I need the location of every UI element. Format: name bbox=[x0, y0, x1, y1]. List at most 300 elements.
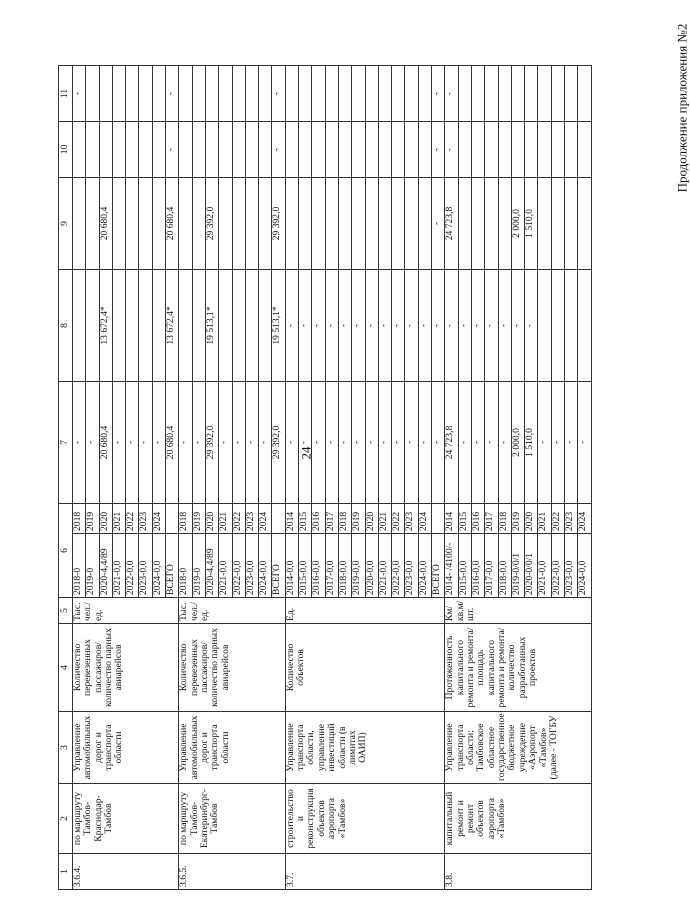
cell bbox=[152, 269, 165, 381]
cell: - bbox=[312, 381, 325, 503]
cell bbox=[312, 121, 325, 177]
cell: - bbox=[405, 381, 418, 503]
unit: Ед. bbox=[285, 598, 445, 624]
cell bbox=[99, 121, 112, 177]
cell: - bbox=[325, 381, 338, 503]
cell: 2018-0,0 bbox=[338, 534, 351, 598]
cell: - bbox=[365, 269, 378, 381]
column-header: 9 bbox=[59, 177, 73, 269]
cell bbox=[179, 121, 192, 177]
cell: 2024 bbox=[578, 503, 592, 533]
table-row bbox=[73, 65, 86, 889]
cell: 2020 bbox=[365, 503, 378, 533]
cell: 2020 bbox=[525, 503, 538, 533]
cell: - bbox=[432, 381, 445, 503]
cell: - bbox=[245, 381, 258, 503]
cell bbox=[179, 269, 192, 381]
cell: - bbox=[73, 65, 86, 121]
cell: - bbox=[432, 269, 445, 381]
cell: - bbox=[299, 381, 312, 503]
cell: - bbox=[378, 269, 391, 381]
cell: 2024 bbox=[418, 503, 431, 533]
unit: Км/ кв.м/ шт. bbox=[445, 598, 592, 624]
cell bbox=[232, 269, 245, 381]
cell: - bbox=[325, 269, 338, 381]
row-number: 3.7. bbox=[285, 854, 445, 890]
cell: 20 680,4 bbox=[99, 381, 112, 503]
cell: 2023-0,0 bbox=[405, 534, 418, 598]
measure-name: капитальный ремонт и ремонт объектов аэропорта «Тамбов» bbox=[445, 784, 592, 854]
cell: - bbox=[352, 381, 365, 503]
cell bbox=[192, 65, 205, 121]
cell: - bbox=[432, 121, 445, 177]
cell: 24 723,8 bbox=[445, 177, 458, 269]
cell bbox=[245, 269, 258, 381]
cell bbox=[112, 121, 125, 177]
cell bbox=[139, 65, 152, 121]
cell bbox=[232, 177, 245, 269]
cell: - bbox=[219, 381, 232, 503]
cell bbox=[538, 65, 551, 121]
cell bbox=[458, 177, 471, 269]
cell bbox=[205, 121, 218, 177]
cell bbox=[232, 65, 245, 121]
cell bbox=[538, 121, 551, 177]
cell: - bbox=[112, 381, 125, 503]
cell: - bbox=[166, 65, 179, 121]
cell: 29 392,0 bbox=[272, 177, 285, 269]
cell: 2023 bbox=[405, 503, 418, 533]
cell: - bbox=[418, 381, 431, 503]
cell: 2022 bbox=[126, 503, 139, 533]
cell bbox=[205, 65, 218, 121]
column-header: 5 bbox=[59, 598, 73, 624]
cell bbox=[365, 65, 378, 121]
cell: - bbox=[538, 381, 551, 503]
table-row bbox=[179, 65, 192, 889]
cell bbox=[564, 121, 577, 177]
cell bbox=[338, 177, 351, 269]
indicator: Количество объектов bbox=[285, 624, 445, 712]
cell bbox=[312, 65, 325, 121]
cell bbox=[378, 177, 391, 269]
cell bbox=[458, 65, 471, 121]
cell bbox=[485, 121, 498, 177]
cell: 2014 bbox=[285, 503, 298, 533]
cell bbox=[86, 121, 99, 177]
cell bbox=[498, 65, 511, 121]
cell: 2019 bbox=[192, 503, 205, 533]
cell bbox=[538, 177, 551, 269]
cell: - bbox=[139, 381, 152, 503]
cell bbox=[259, 177, 272, 269]
cell bbox=[551, 177, 564, 269]
cell bbox=[525, 65, 538, 121]
cell: - bbox=[445, 65, 458, 121]
cell bbox=[405, 177, 418, 269]
cell: 2021-0,0 bbox=[219, 534, 232, 598]
cell bbox=[418, 65, 431, 121]
program-table bbox=[58, 65, 592, 890]
cell: 19 513,1* bbox=[205, 269, 218, 381]
cell: 2022-0,0 bbox=[392, 534, 405, 598]
cell bbox=[471, 121, 484, 177]
cell: - bbox=[458, 269, 471, 381]
cell bbox=[485, 65, 498, 121]
cell bbox=[471, 65, 484, 121]
cell: - bbox=[392, 381, 405, 503]
cell: - bbox=[312, 269, 325, 381]
cell: 2017-0,0 bbox=[325, 534, 338, 598]
row-number: 3.8. bbox=[445, 854, 592, 890]
cell: 2023 bbox=[564, 503, 577, 533]
cell: 2020-4,4/89 bbox=[99, 534, 112, 598]
cell bbox=[219, 121, 232, 177]
cell: - bbox=[578, 381, 592, 503]
cell bbox=[192, 121, 205, 177]
cell bbox=[498, 121, 511, 177]
cell: 2020 bbox=[205, 503, 218, 533]
cell: 2022-0,0 bbox=[126, 534, 139, 598]
cell bbox=[551, 65, 564, 121]
cell bbox=[86, 177, 99, 269]
cell: - bbox=[564, 381, 577, 503]
cell: 2019-0 bbox=[86, 534, 99, 598]
cell: 19 513,1* bbox=[272, 269, 285, 381]
cell: ВСЕГО bbox=[272, 534, 285, 598]
cell: - bbox=[511, 269, 524, 381]
cell: 2015-0,0 bbox=[458, 534, 471, 598]
cell: - bbox=[152, 381, 165, 503]
cell: 2014-0,0 bbox=[285, 534, 298, 598]
column-header: 4 bbox=[59, 624, 73, 712]
cell: 2018 bbox=[338, 503, 351, 533]
cell: 2022-0,0 bbox=[232, 534, 245, 598]
cell bbox=[112, 177, 125, 269]
cell bbox=[564, 269, 577, 381]
cell bbox=[259, 121, 272, 177]
cell bbox=[498, 177, 511, 269]
cell: 2018 bbox=[498, 503, 511, 533]
responsible: Управление автомобильных дорог и транспорта области bbox=[73, 712, 179, 784]
cell: - bbox=[365, 381, 378, 503]
cell: ВСЕГО bbox=[432, 534, 445, 598]
cell bbox=[192, 177, 205, 269]
cell bbox=[86, 65, 99, 121]
cell: - bbox=[259, 381, 272, 503]
cell: 2016-0,0 bbox=[312, 534, 325, 598]
cell: 2015 bbox=[458, 503, 471, 533]
cell: 1 510,0 bbox=[525, 381, 538, 503]
cell: - bbox=[338, 269, 351, 381]
cell bbox=[511, 121, 524, 177]
cell: - bbox=[485, 269, 498, 381]
column-header: 3 bbox=[59, 712, 73, 784]
cell: - bbox=[445, 121, 458, 177]
cell: 2023-0,0 bbox=[564, 534, 577, 598]
cell: 2023 bbox=[139, 503, 152, 533]
cell bbox=[219, 269, 232, 381]
cell bbox=[312, 177, 325, 269]
cell: 2018-0,0 bbox=[498, 534, 511, 598]
cell: - bbox=[471, 269, 484, 381]
cell: - bbox=[471, 381, 484, 503]
cell: - bbox=[272, 121, 285, 177]
cell bbox=[126, 121, 139, 177]
column-header: 11 bbox=[59, 65, 73, 121]
cell bbox=[525, 121, 538, 177]
cell bbox=[378, 65, 391, 121]
cell: - bbox=[498, 269, 511, 381]
cell bbox=[285, 177, 298, 269]
cell: 2019-0 bbox=[192, 534, 205, 598]
indicator: Количество перевезенных пассажиров/количество парных авиарейсов bbox=[179, 624, 285, 712]
cell: 2023-0,0 bbox=[245, 534, 258, 598]
cell bbox=[551, 121, 564, 177]
cell: 2016 bbox=[312, 503, 325, 533]
cell: 2021-0,0 bbox=[112, 534, 125, 598]
cell bbox=[192, 269, 205, 381]
cell bbox=[259, 269, 272, 381]
cell bbox=[578, 269, 592, 381]
cell bbox=[578, 177, 592, 269]
cell: 2021 bbox=[378, 503, 391, 533]
cell bbox=[139, 177, 152, 269]
continuation-header: Продолжение приложения №2 bbox=[674, 23, 690, 193]
cell: - bbox=[498, 381, 511, 503]
row-number: 3.6.4. bbox=[73, 854, 179, 890]
cell: 20 680,4 bbox=[99, 177, 112, 269]
unit: Тыс. чел./ед. bbox=[179, 598, 285, 624]
cell: - bbox=[418, 269, 431, 381]
cell bbox=[325, 65, 338, 121]
cell: - bbox=[299, 269, 312, 381]
cell: - bbox=[285, 269, 298, 381]
cell: 2022 bbox=[232, 503, 245, 533]
cell: 2024-0,0 bbox=[152, 534, 165, 598]
cell: 2024-0,0 bbox=[578, 534, 592, 598]
cell: 2021 bbox=[219, 503, 232, 533]
cell bbox=[126, 177, 139, 269]
column-header: 7 bbox=[59, 381, 73, 503]
cell: 2022 bbox=[392, 503, 405, 533]
cell bbox=[352, 121, 365, 177]
cell bbox=[219, 177, 232, 269]
column-header: 6 bbox=[59, 503, 73, 597]
row-number: 3.6.5. bbox=[179, 854, 285, 890]
cell: - bbox=[352, 269, 365, 381]
cell: 2020-4,4/89 bbox=[205, 534, 218, 598]
cell: - bbox=[485, 381, 498, 503]
cell bbox=[325, 121, 338, 177]
cell bbox=[285, 65, 298, 121]
cell bbox=[245, 65, 258, 121]
cell bbox=[352, 177, 365, 269]
cell: 2021 bbox=[538, 503, 551, 533]
cell bbox=[179, 177, 192, 269]
cell bbox=[471, 177, 484, 269]
cell: - bbox=[432, 177, 445, 269]
cell bbox=[352, 65, 365, 121]
cell: 13 672,4* bbox=[166, 269, 179, 381]
cell bbox=[485, 177, 498, 269]
cell bbox=[285, 121, 298, 177]
cell: 2016 bbox=[471, 503, 484, 533]
cell: - bbox=[405, 269, 418, 381]
cell bbox=[392, 121, 405, 177]
cell bbox=[325, 177, 338, 269]
cell bbox=[392, 65, 405, 121]
cell: - bbox=[551, 381, 564, 503]
measure-name: строительство и реконструкция объектов аэропорта «Тамбов» bbox=[285, 784, 445, 854]
measure-name: по маршруту Тамбов-Краснодар-Тамбов bbox=[73, 784, 179, 854]
cell bbox=[365, 121, 378, 177]
cell: 13 672,4* bbox=[99, 269, 112, 381]
cell: 2019 bbox=[86, 503, 99, 533]
cell bbox=[152, 121, 165, 177]
cell bbox=[418, 121, 431, 177]
cell: 2022 bbox=[551, 503, 564, 533]
cell: - bbox=[458, 381, 471, 503]
cell bbox=[139, 121, 152, 177]
indicator: Протяженность капитального ремонта и ремонта/площадь капитального ремонта и ремонта/количество разработанных проектов bbox=[445, 624, 592, 712]
cell: 29 392,0 bbox=[205, 177, 218, 269]
cell bbox=[299, 121, 312, 177]
page-number: 24 bbox=[298, 446, 314, 460]
cell: 2023-0,0 bbox=[139, 534, 152, 598]
cell: 2021 bbox=[112, 503, 125, 533]
cell bbox=[365, 177, 378, 269]
cell bbox=[378, 121, 391, 177]
cell: - bbox=[445, 269, 458, 381]
column-header: 1 bbox=[59, 854, 73, 890]
cell: ВСЕГО bbox=[166, 534, 179, 598]
cell bbox=[86, 269, 99, 381]
cell bbox=[272, 503, 285, 533]
cell bbox=[152, 177, 165, 269]
cell bbox=[73, 269, 86, 381]
cell bbox=[99, 65, 112, 121]
cell: 2015-0,0 bbox=[299, 534, 312, 598]
cell bbox=[432, 503, 445, 533]
cell bbox=[232, 121, 245, 177]
cell: 29 392,0 bbox=[272, 381, 285, 503]
cell: 2020 bbox=[99, 503, 112, 533]
cell: 2024-0,0 bbox=[418, 534, 431, 598]
cell: - bbox=[86, 381, 99, 503]
cell bbox=[299, 65, 312, 121]
cell: 2024 bbox=[152, 503, 165, 533]
cell bbox=[179, 65, 192, 121]
cell bbox=[259, 65, 272, 121]
unit: Тыс. чел./ед. bbox=[73, 598, 179, 624]
cell bbox=[166, 503, 179, 533]
cell: 2024 bbox=[259, 503, 272, 533]
rotated-page bbox=[58, 66, 592, 890]
table-row bbox=[445, 65, 458, 889]
cell bbox=[564, 177, 577, 269]
cell: 2016-0,0 bbox=[471, 534, 484, 598]
table-row bbox=[285, 65, 298, 889]
cell: 2 000,0 bbox=[511, 177, 524, 269]
cell: 2022-0,0 bbox=[551, 534, 564, 598]
cell: 2019 bbox=[352, 503, 365, 533]
cell bbox=[338, 121, 351, 177]
cell: 29 392,0 bbox=[205, 381, 218, 503]
cell: - bbox=[378, 381, 391, 503]
cell: 24 723,8 bbox=[445, 381, 458, 503]
cell bbox=[139, 269, 152, 381]
cell: 2018 bbox=[73, 503, 86, 533]
cell: 2017-0,0 bbox=[485, 534, 498, 598]
cell: 2014 bbox=[445, 503, 458, 533]
cell: 2023 bbox=[245, 503, 258, 533]
cell bbox=[245, 121, 258, 177]
cell bbox=[405, 121, 418, 177]
cell bbox=[538, 269, 551, 381]
cell: 2 000,0 bbox=[511, 381, 524, 503]
cell: - bbox=[432, 65, 445, 121]
cell: 20 680,4 bbox=[166, 177, 179, 269]
cell: 2017 bbox=[485, 503, 498, 533]
cell: - bbox=[126, 381, 139, 503]
cell: 2020-0,0 bbox=[365, 534, 378, 598]
cell: 2019-0,0 bbox=[352, 534, 365, 598]
cell bbox=[338, 65, 351, 121]
cell bbox=[511, 65, 524, 121]
cell: 2019 bbox=[511, 503, 524, 533]
measure-name: по маршруту Тамбов-Екатеринбург-Тамбов bbox=[179, 784, 285, 854]
header-row bbox=[59, 65, 73, 889]
cell bbox=[564, 65, 577, 121]
cell: - bbox=[285, 381, 298, 503]
cell bbox=[458, 121, 471, 177]
cell: 2018-0 bbox=[73, 534, 86, 598]
cell: - bbox=[179, 381, 192, 503]
cell bbox=[245, 177, 258, 269]
cell bbox=[299, 177, 312, 269]
cell: - bbox=[272, 65, 285, 121]
cell: 20 680,4 bbox=[166, 381, 179, 503]
cell: 2019-0/0/1 bbox=[511, 534, 524, 598]
responsible: Управление транспорта области, управление инвестиций области (в лимитах ОАИП) bbox=[285, 712, 445, 784]
column-header: 2 bbox=[59, 784, 73, 854]
cell: 2021-0,0 bbox=[538, 534, 551, 598]
cell: 2015 bbox=[299, 503, 312, 533]
cell bbox=[392, 177, 405, 269]
cell: - bbox=[192, 381, 205, 503]
cell bbox=[551, 269, 564, 381]
cell: 2017 bbox=[325, 503, 338, 533]
cell: 1 510,0 bbox=[525, 177, 538, 269]
cell: - bbox=[232, 381, 245, 503]
cell bbox=[578, 121, 592, 177]
cell bbox=[405, 65, 418, 121]
cell: - bbox=[166, 121, 179, 177]
cell bbox=[152, 65, 165, 121]
column-header: 8 bbox=[59, 269, 73, 381]
cell bbox=[418, 177, 431, 269]
indicator: Количество перевезенных пассажиров/количество парных авиарейсов bbox=[73, 624, 179, 712]
column-header: 10 bbox=[59, 121, 73, 177]
cell: 2021-0,0 bbox=[378, 534, 391, 598]
cell: 2024-0,0 bbox=[259, 534, 272, 598]
responsible: Управление транспорта области; Тамбовское областное государственное бюджетное учреждение «Аэропорт «Тамбов» (далее - ТОГБУ bbox=[445, 712, 592, 784]
cell: - bbox=[73, 381, 86, 503]
cell: 2018-0 bbox=[179, 534, 192, 598]
cell: - bbox=[338, 381, 351, 503]
cell bbox=[126, 65, 139, 121]
